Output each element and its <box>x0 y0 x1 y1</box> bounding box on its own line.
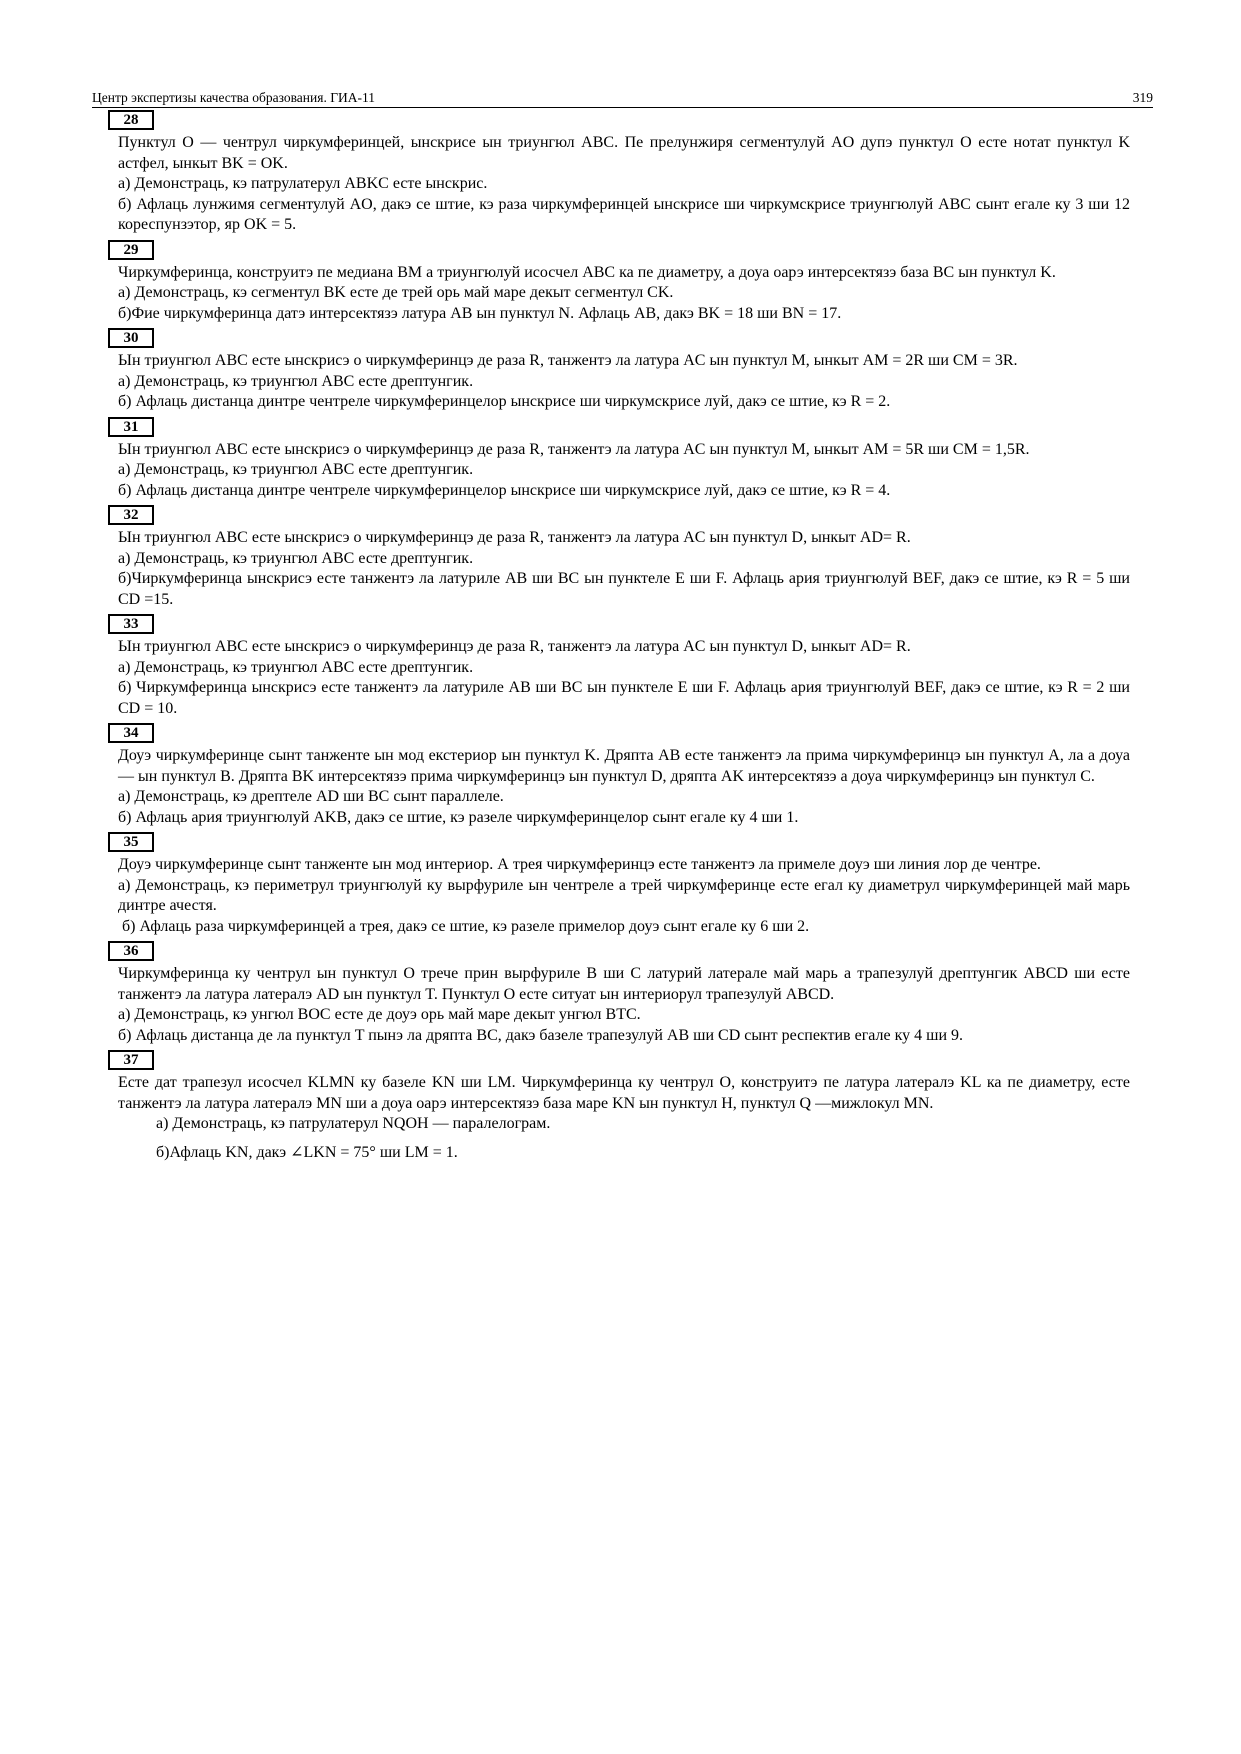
problem-number-box: 33 <box>108 614 154 634</box>
problem-34 <box>118 723 1134 828</box>
problem-subtask: б)Чиркумферинца ынскрисэ есте танжентэ ла латуриле AB ши BC ын пунктеле E ши F. Афлаць ария триунгюлуй BEF, дакэ се штие, кэ R = 5 ши CD =15. <box>118 570 1134 608</box>
problem-33 <box>118 614 1134 719</box>
problem-subtask: а) Демонстраць, кэ триунгюл ABC есте дрептунгик. <box>118 461 474 478</box>
problem-statement: Доуэ чиркумферинце сынт танженте ын мод интериор. А трея чиркумферинцэ есте танжентэ ла примеле доуэ ши линия лор де чентре. <box>118 856 1041 873</box>
problem-35 <box>118 832 1134 937</box>
problem-subtask: б)Афлаць KN, дакэ ∠LKN = 75° ши LM = 1. <box>156 1143 458 1161</box>
problem-36 <box>118 941 1134 1046</box>
problem-subtask: а) Демонстраць, кэ триунгюл ABC есте дрептунгик. <box>118 549 474 567</box>
problem-statement: Есте дат трапезул исосчел KLMN ку базеле KN ши LM. Чиркумферинца ку чентрул O, конструитэ пе латура латералэ KL ка пе диаметру, есте танжентэ ла латура латералэ MN ши а доуа оарэ интерсектязэ база маре KN ын пунктул H, пунктул Q —мижлокул MN. <box>118 1074 1134 1112</box>
problem-28 <box>118 110 1134 236</box>
problem-subtask: б) Афлаць дистанца динтре чентреле чиркумферинцелор ынскрисе ши чиркумскрисе луй, дакэ се штие, кэ R = 2. <box>118 393 891 410</box>
problem-32 <box>118 505 1134 610</box>
problem-number-box: 30 <box>108 328 154 348</box>
problem-subtask: б) Чиркумферинца ынскрисэ есте танжентэ ла латуриле AB ши BC ын пунктеле E ши F. Афлаць ария триунгюлуй BEF, дакэ се штие, кэ R = 2 ши CD = 10. <box>118 679 1134 717</box>
header-title: Центр экспертизы качества образования. ГИА-11 <box>92 90 375 105</box>
problem-number-box: 31 <box>108 417 154 437</box>
problem-subtask: б)Фие чиркумферинца датэ интерсектязэ латура AB ын пунктул N. Афлаць AB, дакэ BK = 18 ши BN = 17. <box>118 304 842 322</box>
problem-number-box: 35 <box>108 832 154 852</box>
problem-subtask: б) Афлаць раза чиркумферинцей а трея, дакэ се штие, кэ разеле примелор доуэ сынт егале ку 6 ши 2. <box>118 917 810 935</box>
problem-30 <box>118 328 1130 413</box>
problem-subtask: а) Демонстраць, кэ триунгюл ABC есте дрептунгик. <box>118 658 474 676</box>
problem-37 <box>118 1050 1134 1163</box>
problem-subtask: а) Демонстраць, кэ патрулатерул ABKC есте ынскрис. <box>118 175 488 192</box>
problem-number-box: 28 <box>108 110 154 130</box>
problem-statement: Ын триунгюл ABC есте ынскрисэ о чиркумферинцэ де раза R, танжентэ ла латура AC ын пунктул M, ынкыт AM = 5R ши CM = 1,5R. <box>118 440 1030 458</box>
problem-subtask: а) Демонстраць, кэ периметрул триунгюлуй ку вырфуриле ын чентреле а трей чиркумферинце есте егал ку диаметрул чиркумферинцей май марь динтре ачестя. <box>118 876 1134 914</box>
problem-number-box: 37 <box>108 1050 154 1070</box>
problem-subtask: а) Демонстраць, кэ патрулатерул NQOH — паралелограм. <box>156 1115 551 1132</box>
problem-subtask: б) Афлаць дистанца де ла пунктул T пынэ ла дряпта BC, дакэ базеле трапезулуй AB ши CD сынт респектив егале ку 4 ши 9. <box>118 1026 964 1044</box>
page-number: 319 <box>1132 90 1153 105</box>
problem-subtask: б) Афлаць ария триунгюлуй AKB, дакэ се штие, кэ разеле чиркумферинцелор сынт егале ку 4 ши 1. <box>118 808 799 826</box>
problem-subtask: б) Афлаць лунжимя сегментулуй AO, дакэ се штие, кэ раза чиркумферинцей ынскрисе ши чиркумскрисе триунгюлуй ABC сынт егале ку 3 ши 12 кореспунзэтор, яр OK = 5. <box>118 195 1134 233</box>
problem-statement: Чиркумферинца, конструитэ пе медиана BM а триунгюлуй исосчел ABC ка пе диаметру, а доуа оарэ интерсектязэ база BC ын пунктул K. <box>118 263 1056 281</box>
problem-31 <box>118 417 1130 502</box>
problem-statement: Доуэ чиркумферинце сынт танженте ын мод екстериор ын пунктул K. Дряпта AB есте танжентэ ла прима чиркумферинцэ ын пунктул A, ла а доуа — ын пунктул B. Дряпта BK интерсектязэ прима чиркумферинцэ ын пунктул D, дряпта AK интерсектязэ а доуа чиркумферинцэ ын пунктул C. <box>118 747 1134 785</box>
page-header <box>92 90 1153 108</box>
problem-number-box: 34 <box>108 723 154 743</box>
problem-number-box: 32 <box>108 505 154 525</box>
problem-subtask: а) Демонстраць, кэ триунгюл ABC есте дрептунгик. <box>118 372 474 390</box>
problem-statement: Ын триунгюл ABC есте ынскрисэ о чиркумферинцэ де раза R, танжентэ ла латура AC ын пунктул D, ынкыт AD= R. <box>118 529 911 546</box>
problem-29 <box>118 240 1130 325</box>
problem-list <box>118 110 1134 1167</box>
problem-statement: Пунктул O — чентрул чиркумферинцей, ынскрисе ын триунгюл ABC. Пе прелунжиря сегментулуй AO дупэ пунктул O есте нотат пунктул K астфел, ынкыт BK = OK. <box>118 134 1134 172</box>
problem-subtask: а) Демонстраць, кэ унгюл BOC есте де доуэ орь май маре декыт унгюл BTC. <box>118 1006 641 1023</box>
problem-number-box: 36 <box>108 941 154 961</box>
problem-subtask: б) Афлаць дистанца динтре чентреле чиркумферинцелор ынскрисе ши чиркумскрисе луй, дакэ се штие, кэ R = 4. <box>118 481 891 499</box>
problem-statement: Ын триунгюл ABC есте ынскрисэ о чиркумферинцэ де раза R, танжентэ ла латура AC ын пунктул M, ынкыт AM = 2R ши CM = 3R. <box>118 352 1018 369</box>
problem-statement: Ын триунгюл ABC есте ынскрисэ о чиркумферинцэ де раза R, танжентэ ла латура AC ын пунктул D, ынкыт AD= R. <box>118 638 911 655</box>
problem-subtask: а) Демонстраць, кэ дрептеле AD ши BC сынт параллеле. <box>118 788 504 805</box>
problem-number-box: 29 <box>108 240 154 260</box>
problem-subtask: а) Демонстраць, кэ сегментул BK есте де трей орь май маре декыт сегментул CK. <box>118 284 674 301</box>
problem-statement: Чиркумферинца ку чентрул ын пунктул O трече прин вырфуриле B ши C латурий латерале май марь а трапезулуй дрептунгик ABCD ши есте танжентэ ла латура латералэ AD ын пунктул T. Пунктул O есте ситуат ын интериорул трапезулуй ABCD. <box>118 965 1134 1003</box>
